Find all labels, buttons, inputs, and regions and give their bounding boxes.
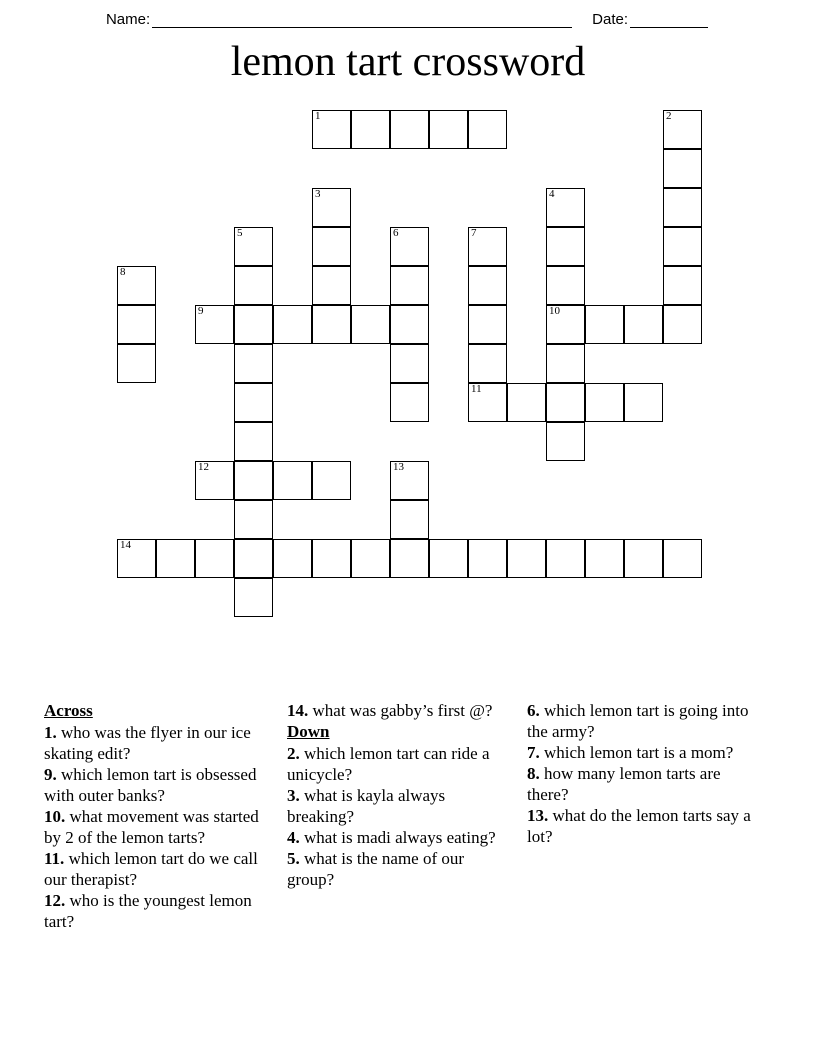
- page-title: lemon tart crossword: [230, 39, 586, 85]
- grid-cell[interactable]: [585, 383, 624, 422]
- clue-number: 4.: [287, 828, 304, 847]
- grid-cell[interactable]: [390, 110, 429, 149]
- grid-cell[interactable]: [390, 305, 429, 344]
- clue-text: which lemon tart can ride a unicycle?: [287, 744, 490, 784]
- clue-across-1: [44, 722, 275, 764]
- clue-number: 1.: [44, 723, 61, 742]
- grid-cell[interactable]: [312, 110, 351, 149]
- clue-text: which lemon tart is obsessed with outer banks?: [44, 765, 257, 805]
- clue-text: what movement was started by 2 of the lemon tarts?: [44, 807, 259, 847]
- grid-cell[interactable]: [663, 539, 702, 578]
- grid-cell[interactable]: [663, 188, 702, 227]
- clue-down-8: [527, 763, 755, 805]
- clue-down-7: [527, 742, 755, 763]
- cell-number: 8: [120, 266, 126, 278]
- clue-down-13: [527, 805, 755, 847]
- grid-cell[interactable]: [234, 461, 273, 500]
- grid-cell[interactable]: [468, 383, 507, 422]
- grid-cell[interactable]: [312, 227, 351, 266]
- cell-number: 9: [198, 305, 204, 317]
- grid-cell[interactable]: [468, 539, 507, 578]
- clue-number: 6.: [527, 701, 544, 720]
- grid-cell[interactable]: [273, 305, 312, 344]
- grid-cell[interactable]: [546, 227, 585, 266]
- clue-text: what is madi always eating?: [304, 828, 496, 847]
- grid-cell[interactable]: [546, 305, 585, 344]
- grid-cell[interactable]: [117, 539, 156, 578]
- clue-number: 5.: [287, 849, 304, 868]
- grid-cell[interactable]: [624, 305, 663, 344]
- grid-cell[interactable]: [468, 266, 507, 305]
- grid-cell[interactable]: [234, 305, 273, 344]
- grid-cell[interactable]: [546, 539, 585, 578]
- grid-cell[interactable]: [234, 578, 273, 617]
- grid-cell[interactable]: [624, 383, 663, 422]
- grid-cell[interactable]: [234, 227, 273, 266]
- cell-number: 12: [198, 461, 209, 473]
- clue-across-14: [287, 700, 515, 721]
- grid-cell[interactable]: [663, 149, 702, 188]
- grid-cell[interactable]: [312, 305, 351, 344]
- clue-text: which lemon tart is going into the army?: [527, 701, 749, 741]
- grid-cell[interactable]: [117, 344, 156, 383]
- grid-cell[interactable]: [507, 383, 546, 422]
- clue-column-2: [287, 700, 527, 932]
- clue-text: how many lemon tarts are there?: [527, 764, 721, 804]
- clue-number: 2.: [287, 744, 304, 763]
- grid-cell[interactable]: [312, 188, 351, 227]
- clue-text: who was the flyer in our ice skating edit?: [44, 723, 251, 763]
- grid-cell[interactable]: [663, 110, 702, 149]
- cell-number: 7: [471, 227, 477, 239]
- grid-cell[interactable]: [195, 305, 234, 344]
- grid-cell[interactable]: [390, 266, 429, 305]
- cell-number: 14: [120, 539, 131, 551]
- clue-column-3: [527, 700, 767, 932]
- across-heading: Across: [44, 701, 93, 720]
- grid-cell[interactable]: [351, 110, 390, 149]
- down-heading: Down: [287, 722, 330, 741]
- grid-cell[interactable]: [390, 227, 429, 266]
- grid-cell[interactable]: [390, 344, 429, 383]
- grid-cell[interactable]: [546, 344, 585, 383]
- grid-cell[interactable]: [234, 266, 273, 305]
- grid-cell[interactable]: [624, 539, 663, 578]
- grid-cell[interactable]: [663, 305, 702, 344]
- grid-cell[interactable]: [390, 383, 429, 422]
- grid-cell[interactable]: [351, 305, 390, 344]
- grid-cell[interactable]: [546, 266, 585, 305]
- grid-cell[interactable]: [195, 461, 234, 500]
- clue-number: 12.: [44, 891, 70, 910]
- clue-text: what was gabby’s first @?: [312, 701, 493, 720]
- clue-list: [44, 700, 774, 932]
- grid-cell[interactable]: [273, 461, 312, 500]
- clue-down-2: [287, 743, 515, 785]
- grid-cell[interactable]: [273, 539, 312, 578]
- clue-across-9: [44, 764, 275, 806]
- grid-cell[interactable]: [117, 305, 156, 344]
- cell-number: 11: [471, 383, 482, 395]
- clue-number: 10.: [44, 807, 70, 826]
- grid-cell[interactable]: [156, 539, 195, 578]
- grid-cell[interactable]: [195, 539, 234, 578]
- grid-cell[interactable]: [468, 227, 507, 266]
- cell-number: 2: [666, 110, 672, 122]
- clue-down-6: [527, 700, 755, 742]
- clue-down-3: [287, 785, 515, 827]
- grid-cell[interactable]: [468, 344, 507, 383]
- clue-number: 11.: [44, 849, 69, 868]
- cell-number: 4: [549, 188, 555, 200]
- name-label: Name:: [105, 11, 151, 28]
- grid-cell[interactable]: [663, 266, 702, 305]
- grid-cell[interactable]: [546, 188, 585, 227]
- clue-down-5: [287, 848, 515, 890]
- clue-text: what is kayla always breaking?: [287, 786, 446, 826]
- clue-number: 14.: [287, 701, 313, 720]
- clue-text: what is the name of our group?: [287, 849, 465, 889]
- grid-cell[interactable]: [390, 539, 429, 578]
- date-label: Date:: [592, 11, 629, 28]
- clue-number: 13.: [527, 806, 553, 825]
- clue-across-12: [44, 890, 275, 932]
- cell-number: 1: [315, 110, 321, 122]
- grid-cell[interactable]: [234, 344, 273, 383]
- grid-cell[interactable]: [390, 500, 429, 539]
- cell-number: 6: [393, 227, 399, 239]
- grid-cell[interactable]: [234, 383, 273, 422]
- clue-column-1: [44, 700, 287, 932]
- clue-text: what do the lemon tarts say a lot?: [527, 806, 751, 846]
- clue-number: 9.: [44, 765, 61, 784]
- grid-cell[interactable]: [234, 422, 273, 461]
- clue-across-11: [44, 848, 275, 890]
- grid-cell[interactable]: [468, 305, 507, 344]
- grid-cell[interactable]: [429, 110, 468, 149]
- grid-cell[interactable]: [117, 266, 156, 305]
- grid-cell[interactable]: [468, 110, 507, 149]
- clue-number: 7.: [527, 743, 544, 762]
- clue-across-10: [44, 806, 275, 848]
- grid-cell[interactable]: [351, 539, 390, 578]
- grid-cell[interactable]: [312, 461, 351, 500]
- cell-number: 13: [393, 461, 404, 473]
- grid-cell[interactable]: [429, 539, 468, 578]
- grid-cell[interactable]: [585, 305, 624, 344]
- cell-number: 5: [237, 227, 243, 239]
- clue-text: which lemon tart is a mom?: [544, 743, 734, 762]
- cell-number: 10: [549, 305, 560, 317]
- clue-number: 8.: [527, 764, 544, 783]
- grid-cell[interactable]: [312, 266, 351, 305]
- grid-cell[interactable]: [312, 539, 351, 578]
- grid-cell[interactable]: [390, 461, 429, 500]
- clue-text: who is the youngest lemon tart?: [44, 891, 252, 931]
- clue-down-4: [287, 827, 515, 848]
- grid-cell[interactable]: [507, 539, 546, 578]
- cell-number: 3: [315, 188, 321, 200]
- grid-cell[interactable]: [585, 539, 624, 578]
- grid-cell[interactable]: [663, 227, 702, 266]
- grid-cell[interactable]: [546, 383, 585, 422]
- grid-cell[interactable]: [234, 500, 273, 539]
- grid-cell[interactable]: [546, 422, 585, 461]
- clue-text: which lemon tart do we call our therapist?: [44, 849, 258, 889]
- clue-number: 3.: [287, 786, 304, 805]
- grid-cell[interactable]: [234, 539, 273, 578]
